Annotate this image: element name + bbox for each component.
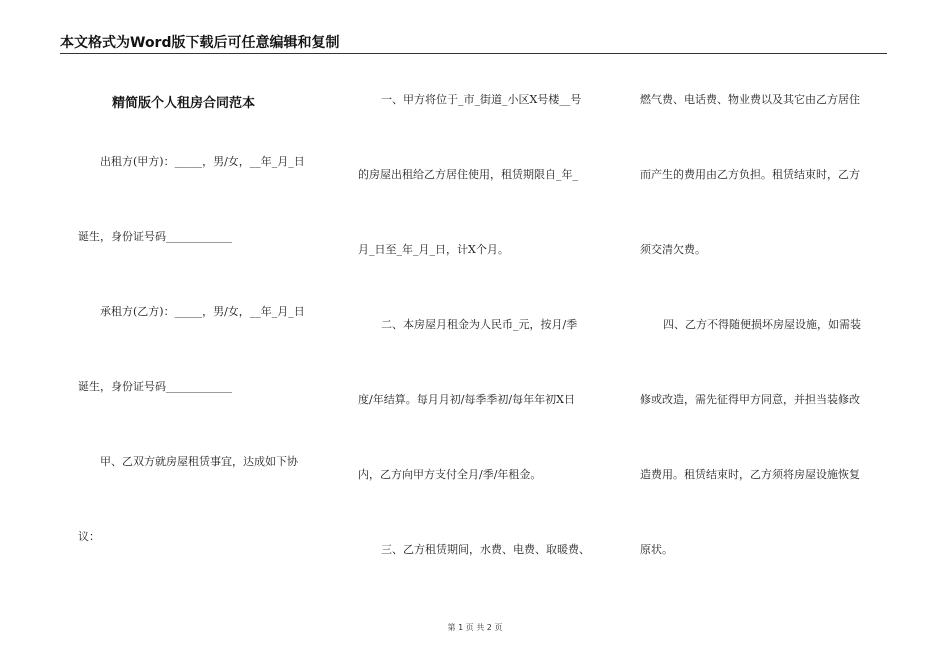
document-title: 精简版个人租房合同范本	[112, 96, 256, 111]
paragraph-line: 甲、乙双方就房屋租赁事宜，达成如下协	[100, 455, 298, 468]
page-footer: 第 1 页 共 2 页	[447, 623, 503, 632]
paragraph-line: 造费用。租赁结束时，乙方须将房屋设施恢复	[640, 468, 860, 481]
document-header: 本文格式为Word版下载后可任意编辑和复制	[60, 35, 340, 51]
paragraph-line: 四、乙方不得随便损坏房屋设施，如需装	[663, 318, 861, 331]
paragraph-line: 承租方(乙方)：_____，男/女，__年_月_日	[100, 305, 305, 318]
paragraph-line: 出租方(甲方)：_____，男/女，__年_月_日	[100, 155, 305, 168]
paragraph-line: 议：	[78, 530, 100, 543]
paragraph-line: 诞生，身份证号码____________	[78, 230, 232, 243]
paragraph-line: 二、本房屋月租金为人民币_元，按月/季	[381, 318, 578, 331]
paragraph-line: 内，乙方向甲方支付全月/季/年租金。	[358, 468, 542, 481]
paragraph-line: 原状。	[640, 543, 673, 556]
paragraph-line: 度/年结算。每月月初/每季季初/每年年初X日	[358, 393, 575, 406]
paragraph-line: 而产生的费用由乙方负担。租赁结束时，乙方	[640, 168, 860, 181]
paragraph-line: 月_日至_年_月_日，计X个月。	[358, 243, 509, 256]
paragraph-line: 修或改造，需先征得甲方同意，并担当装修改	[640, 393, 860, 406]
header-divider	[60, 53, 887, 54]
paragraph-line: 的房屋出租给乙方居住使用，租赁期限自_年_	[358, 168, 578, 181]
paragraph-line: 燃气费、电话费、物业费以及其它由乙方居住	[640, 93, 860, 106]
paragraph-line: 一、甲方将位于_市_街道_小区X号楼__号	[381, 93, 582, 106]
paragraph-line: 诞生，身份证号码____________	[78, 380, 232, 393]
paragraph-line: 须交清欠费。	[640, 243, 706, 256]
paragraph-line: 三、乙方租赁期间，水费、电费、取暖费、	[381, 543, 590, 556]
